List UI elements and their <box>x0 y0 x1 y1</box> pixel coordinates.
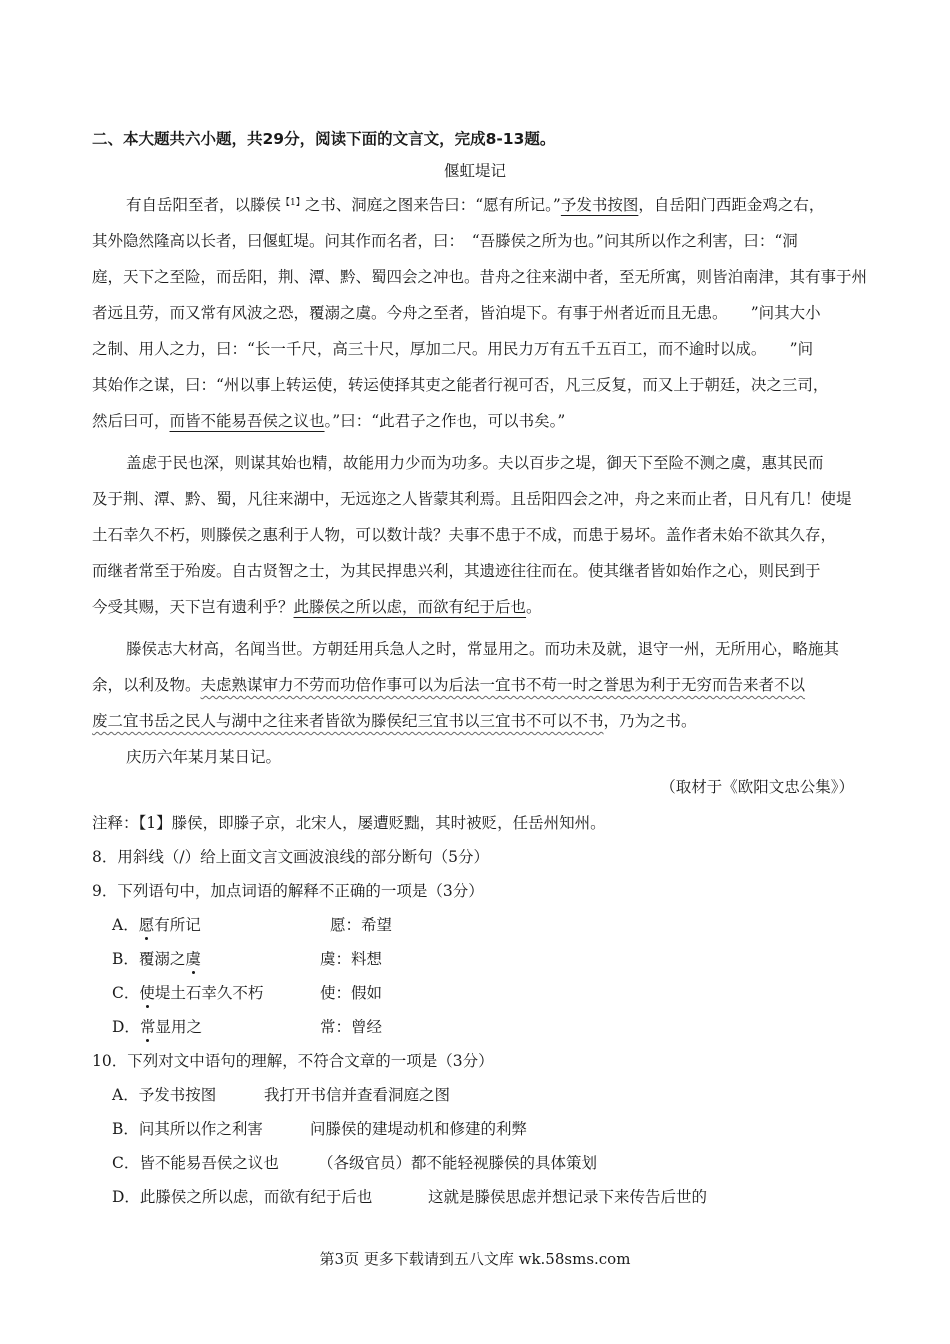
essay-title: 偃虹堤记 <box>443 162 506 180</box>
q9-option-d-explanation: 常：曾经 <box>320 1018 383 1036</box>
question-8: 8．用斜线（/）给上面文言文画波浪线的部分断句（5分） <box>92 848 489 866</box>
para3-line3 <box>92 710 862 732</box>
text-span: ，乃为之书。 <box>603 712 697 730</box>
para1-line3: 庭，天下之至险，而岳阳，荆、潭、黔、蜀四会之冲也。昔舟之往来湖中者，至无所寓，则皆泊南津，其有事于州 <box>92 268 868 286</box>
wavy-underlined-passage: 夫虑熟谋审力不劳而功倍作事可以为后法一宜书不苟一时之誉思为利于无穷而告来者不以 <box>200 676 806 694</box>
wavy-underlined-passage: 废二宜书岳之民人与湖中之往来者皆欲为滕侯纪三宜书以三宜书不可以不书 <box>92 712 604 730</box>
dotted-char: 常 <box>139 1018 156 1036</box>
para2-line2: 及于荆、潭、黔、蜀，凡往来湖中，无远迩之人皆蒙其利焉。且岳阳四会之冲，舟之来而止者，日凡有几！使堤 <box>92 490 852 508</box>
q10-option-a: A．予发书按图 <box>112 1086 217 1104</box>
underlined-phrase: 予发书按图 <box>560 196 639 214</box>
para1-line5: 之制、用人之力，曰：“长一千尺，高三十尺，厚加二尺。用民力万有五千五百工，而不逾时以成。 ”问 <box>92 340 814 358</box>
para3-line2 <box>92 674 862 696</box>
para2-line4: 而继者常至于殆废。自古贤智之士，为其民捍患兴利，其遗迹往往而在。使其继者皆如始作之心，则民到于 <box>92 562 821 580</box>
para1-line2: 其外隐然隆高以长者，曰偃虹堤。问其作而名者，曰： “吾滕侯之所为也。”问其所以作之利害，曰：“洞 <box>92 232 798 250</box>
q9-option-c <box>112 982 263 1004</box>
text-span: 。”曰：“此君子之作也，可以书矣。” <box>324 412 566 430</box>
q9-option-b <box>112 948 201 970</box>
option-label: B． <box>112 950 139 968</box>
text-span: 堤土石幸久不朽 <box>154 984 264 1002</box>
text-span: 覆溺之 <box>138 950 186 968</box>
q10-option-d: D．此滕侯之所以虑，而欲有纪于后也 <box>112 1188 373 1206</box>
question-10-stem: 10．下列对文中语句的理解，不符合文章的一项是（3分） <box>92 1052 494 1070</box>
option-label: A． <box>112 916 139 934</box>
text-span: 有自岳阳至者，以滕侯 <box>126 196 282 214</box>
text-span: ，自岳阳门西距金鸡之右， <box>638 196 825 214</box>
text-span: 余，以利及物。 <box>92 676 201 694</box>
footnote-marker: 【1】 <box>281 198 305 208</box>
q9-option-a <box>112 914 201 936</box>
dotted-char: 虞 <box>185 950 201 968</box>
para2-line3: 土石幸久不朽，则滕侯之惠利于人物，可以数计哉？夫事不患于不成，而患于易坏。盖作者未始不欲其久存， <box>92 526 837 544</box>
text-span: 显用之 <box>155 1018 202 1036</box>
text-span: 之书、洞庭之图来告曰：“愿有所记。” <box>304 196 561 214</box>
page-footer: 第3页 更多下载请到五八文库 wk.58sms.com <box>319 1250 631 1268</box>
underlined-phrase: 此滕侯之所以虑，而欲有纪于后也 <box>293 598 527 616</box>
q10-option-b-explanation: 问滕侯的建堤动机和修建的利弊 <box>310 1120 528 1138</box>
q9-option-b-explanation: 虞：料想 <box>320 950 383 968</box>
para2-line5 <box>92 596 862 618</box>
section-heading: 二、本大题共六小题，共29分，阅读下面的文言文，完成8-13题。 <box>92 130 556 148</box>
para2-line1: 盖虑于民也深，则谋其始也精，故能用力少而为功多。夫以百步之堤，御天下至险不测之虞，惠其民而 <box>126 454 824 472</box>
question-9-stem: 9．下列语句中，加点词语的解释不正确的一项是（3分） <box>92 882 484 900</box>
para1-line7 <box>92 410 862 432</box>
q10-option-c-explanation: （各级官员）都不能轻视滕侯的具体策划 <box>318 1154 598 1172</box>
q9-option-d <box>112 1016 202 1038</box>
q10-option-a-explanation: 我打开书信并查看洞庭之图 <box>264 1086 451 1104</box>
option-label: C． <box>112 984 140 1002</box>
dotted-char: 愿 <box>138 916 155 934</box>
underlined-phrase: 而皆不能易吾侯之议也 <box>169 412 325 430</box>
text-span: 。 <box>526 598 542 616</box>
dotted-char: 使 <box>139 984 155 1002</box>
text-span: 有所记 <box>154 916 201 934</box>
annotation-note: 注释：【1】滕侯，即滕子京，北宋人，屡遭贬黜，其时被贬，任岳州知州。 <box>92 814 606 832</box>
q10-option-c: C．皆不能易吾侯之议也 <box>112 1154 279 1172</box>
essay-source: （取材于《欧阳文忠公集》） <box>660 778 854 796</box>
para1-line6: 其始作之谋，曰：“州以事上转运使，转运使择其吏之能者行视可否，凡三反复，而又上于朝廷，决之三司， <box>92 376 829 394</box>
para3-line1: 滕侯志大材高，名闻当世。方朝廷用兵急人之时，常显用之。而功未及就，退守一州，无所用心，略施其 <box>126 640 840 658</box>
option-label: D． <box>112 1018 140 1036</box>
text-span: 然后曰可， <box>92 412 170 430</box>
q9-option-c-explanation: 使：假如 <box>320 984 383 1002</box>
q10-option-b: B．问其所以作之利害 <box>112 1120 263 1138</box>
para1-line1 <box>126 194 824 216</box>
text-span: 今受其赐，天下岂有遗利乎？ <box>92 598 294 616</box>
q10-option-d-explanation: 这就是滕侯思虑并想记录下来传告后世的 <box>428 1188 708 1206</box>
q9-option-a-explanation: 愿：希望 <box>330 916 393 934</box>
essay-date: 庆历六年某月某日记。 <box>126 748 282 766</box>
para1-line4: 者远且劳，而又常有风波之恐，覆溺之虞。今舟之至者，皆泊堤下。有事于州者近而且无患。 ”问其大小 <box>92 304 821 322</box>
